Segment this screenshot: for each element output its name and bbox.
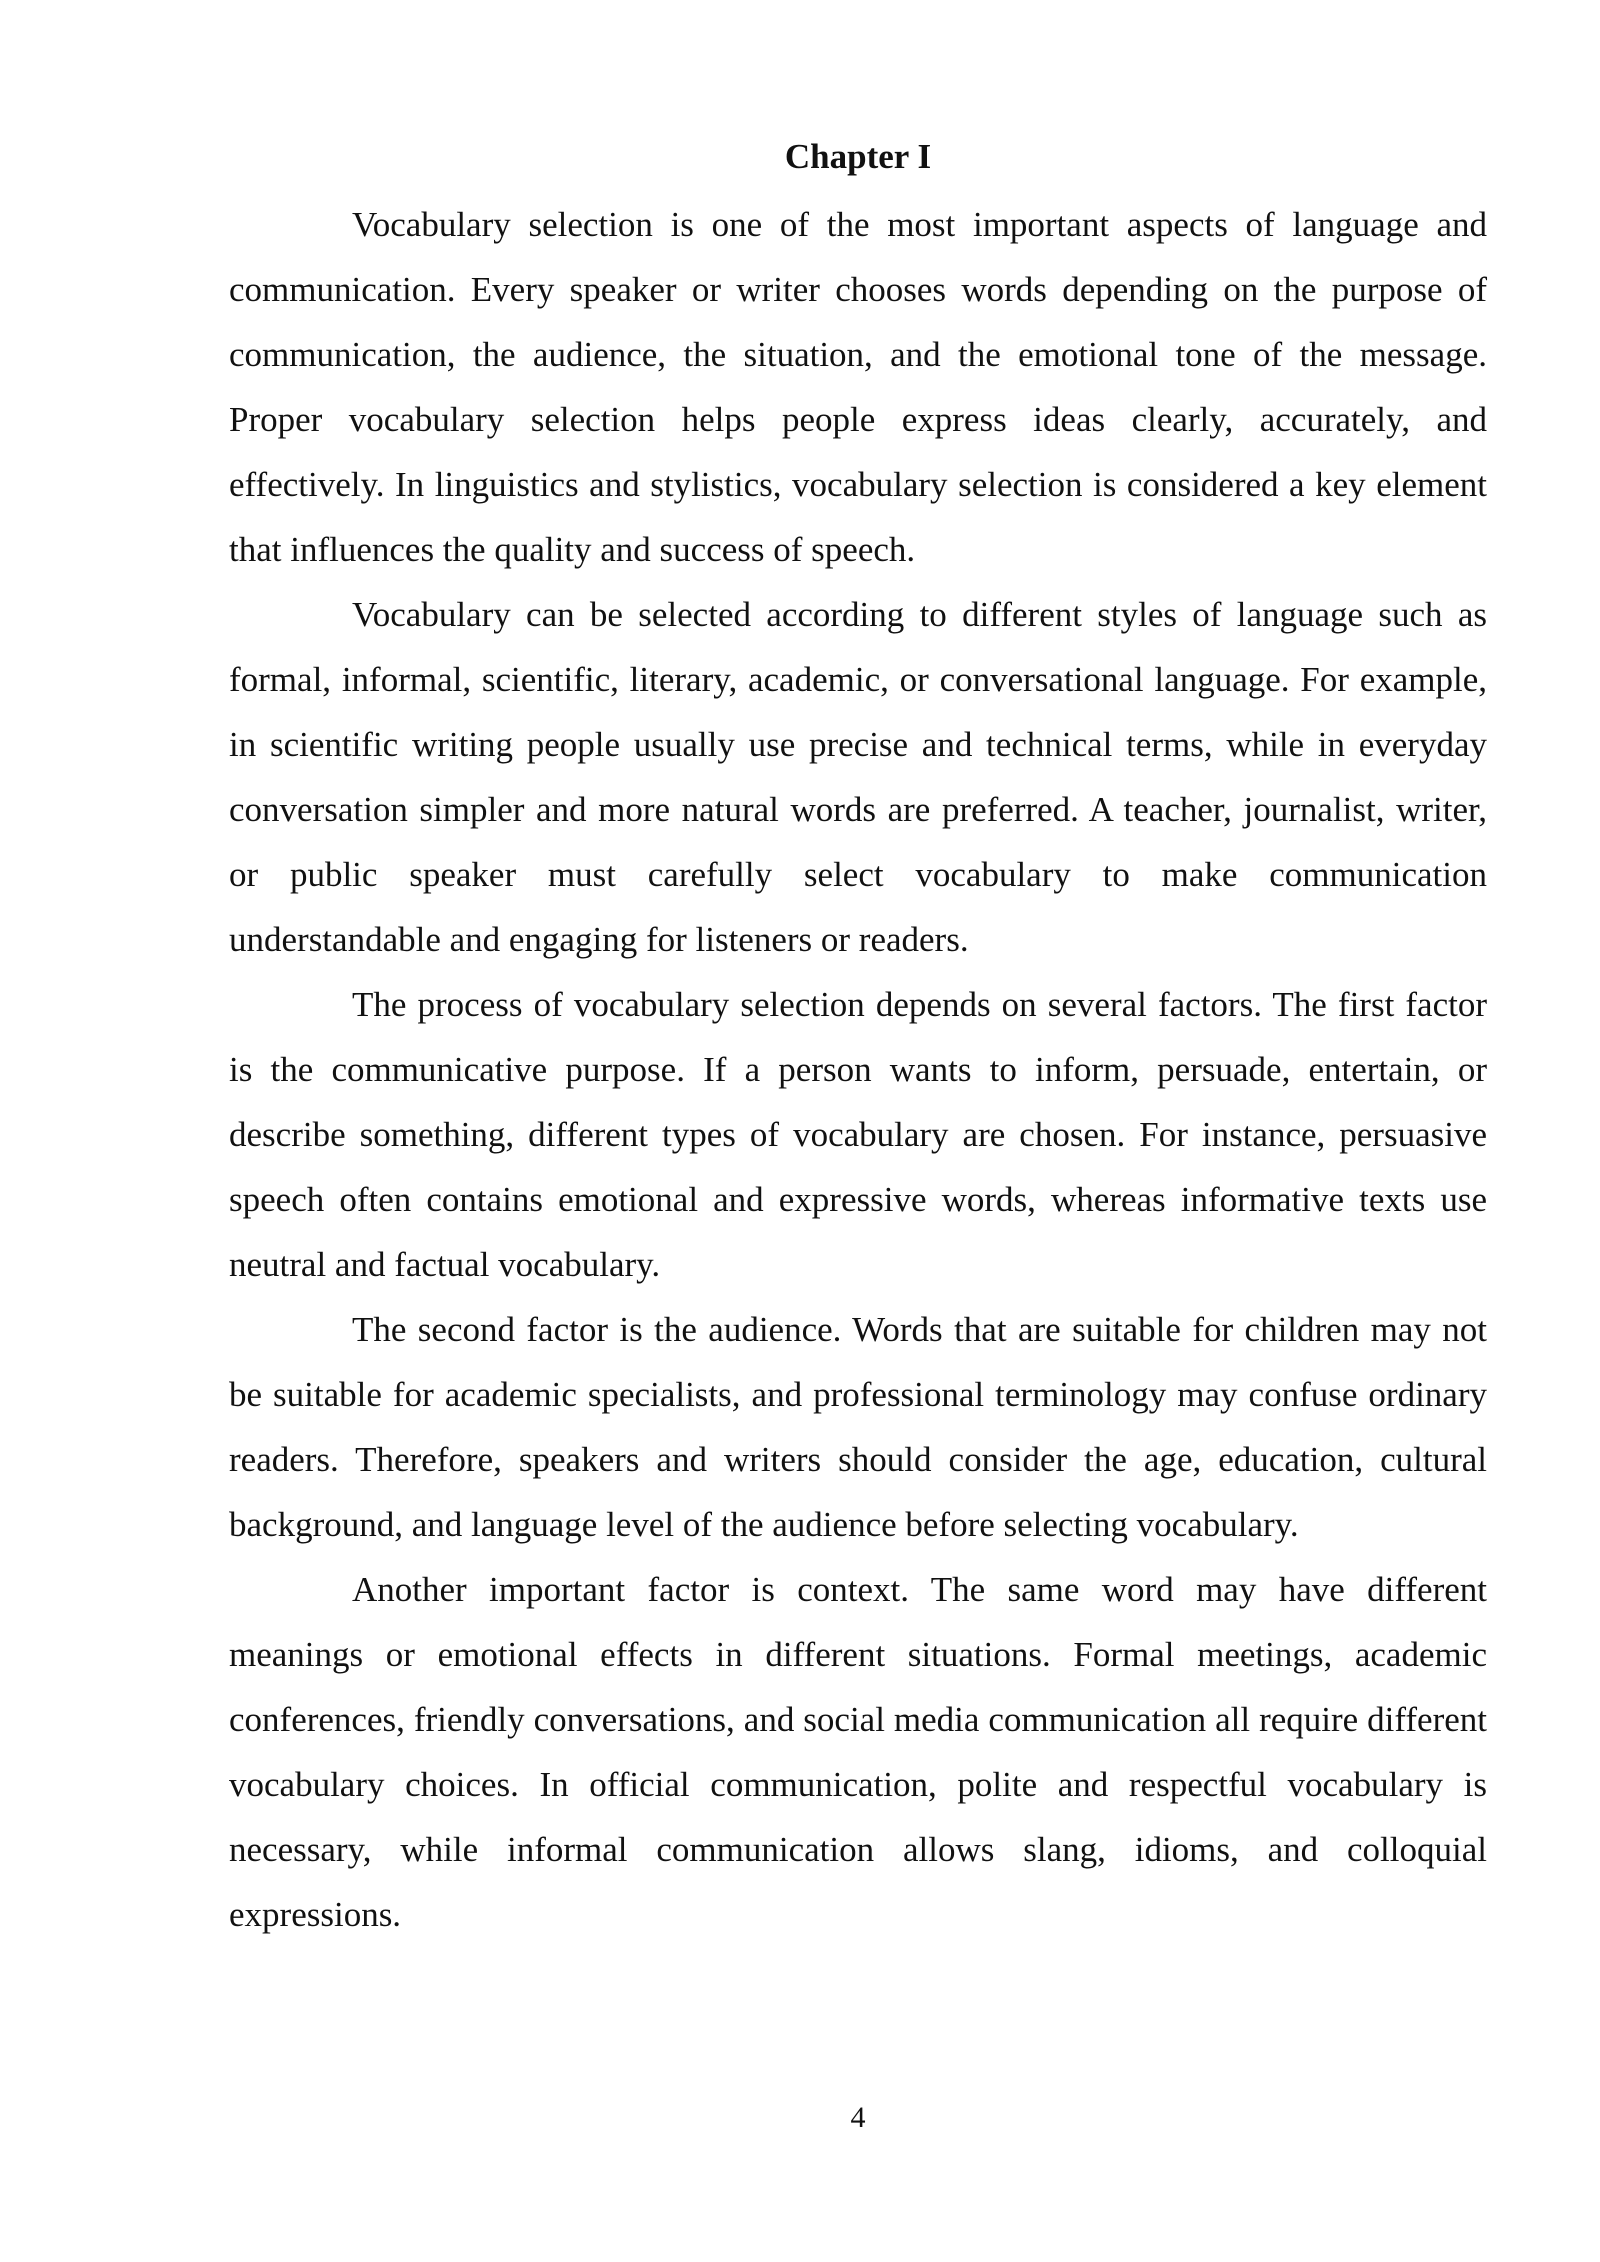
paragraph-3: The process of vocabulary selection depends on several factors. The first factor is the communicative purpose. If a person wants to inform, persuade, entertain, or describe something, different types of vocabulary are chosen. For instance, persuasive speech often contains emotional and expressive words, whereas informative texts use neutral and factual vocabulary. [229, 985, 1487, 1284]
chapter-title: Chapter I [784, 137, 932, 176]
paragraph-5: Another important factor is context. The same word may have different meanings or emotional effects in different situations. Formal meetings, academic conferences, friendly conversations, and social media communication all require different vocabulary choices. In official communication, polite and respectful vocabulary is necessary, while informal communication allows slang, idioms, and colloquial expressions. [229, 1570, 1487, 1934]
paragraph-2: Vocabulary can be selected according to different styles of language such as formal, informal, scientific, literary, academic, or conversational language. For example, in scientific writing people usually use precise and technical terms, while in everyday conversation simpler and more natural words are preferred. A teacher, journalist, writer, or public speaker must carefully select vocabulary to make communication understandable and engaging for listeners or readers. [229, 595, 1487, 959]
paragraph-1: Vocabulary selection is one of the most important aspects of language and communication. Every speaker or writer chooses words depending on the purpose of communication, the audience, the situation, and the emotional tone of the message. Proper vocabulary selection helps people express ideas clearly, accurately, and effectively. In linguistics and stylistics, vocabulary selection is considered a key element that influences the quality and success of speech. [229, 205, 1487, 569]
page-number: 4 [850, 2101, 866, 2134]
paragraph-4: The second factor is the audience. Words that are suitable for children may not be suitable for academic specialists, and professional terminology may confuse ordinary readers. Therefore, speakers and writers should consider the age, education, cultural background, and language level of the audience before selecting vocabulary. [229, 1310, 1487, 1544]
body-text [229, 192, 1487, 1947]
